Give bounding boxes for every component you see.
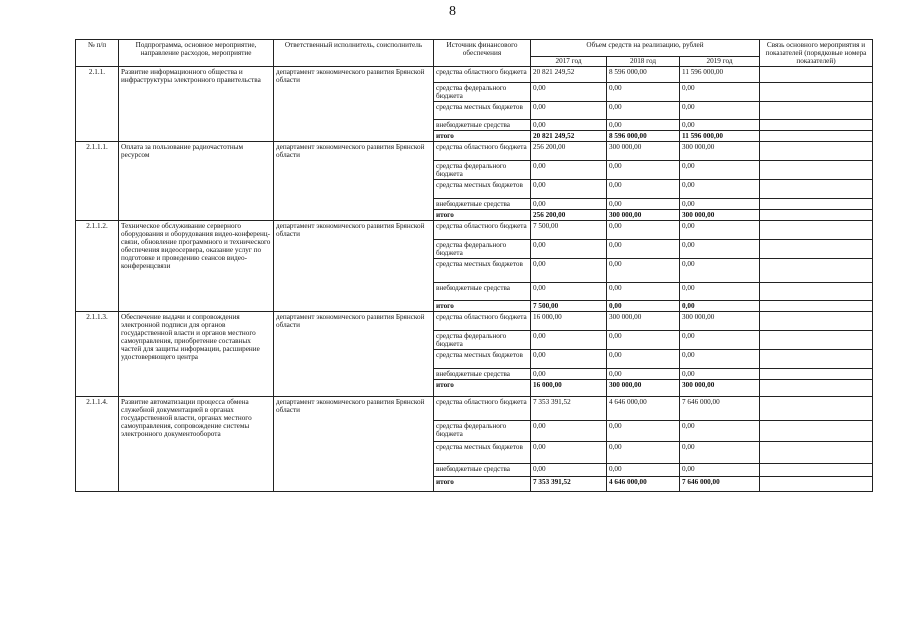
row-value-2017: 0,00 xyxy=(531,421,607,442)
row-source: средства местных бюджетов xyxy=(434,180,531,199)
row-value-2019: 0,00 xyxy=(680,283,760,301)
row-value-2017: 7 353 391,52 xyxy=(531,397,607,421)
row-value-2018: 300 000,00 xyxy=(607,312,680,331)
table-row xyxy=(76,142,873,161)
table-row xyxy=(76,221,873,240)
row-value-2018: 300 000,00 xyxy=(607,210,680,221)
row-source: средства местных бюджетов xyxy=(434,259,531,283)
row-value-2018: 0,00 xyxy=(607,259,680,283)
row-value-2017: 7 500,00 xyxy=(531,221,607,240)
row-value-2019: 0,00 xyxy=(680,161,760,180)
row-value-2018: 0,00 xyxy=(607,421,680,442)
row-value-2019: 0,00 xyxy=(680,102,760,120)
row-link-cell xyxy=(760,67,873,83)
row-value-2019: 0,00 xyxy=(680,421,760,442)
row-executor: департамент экономического развития Брянской области xyxy=(274,142,434,221)
row-value-2018: 0,00 xyxy=(607,464,680,477)
row-program-name: Развитие информационного общества и инфраструктуры электронного правительства xyxy=(119,67,274,142)
table-row xyxy=(76,312,873,331)
row-value-2019: 300 000,00 xyxy=(680,210,760,221)
row-source: итого xyxy=(434,131,531,142)
row-value-2017: 0,00 xyxy=(531,240,607,259)
row-code: 2.1.1.1. xyxy=(76,142,119,221)
header-year-2017: 2017 год xyxy=(531,57,607,67)
row-value-2018: 0,00 xyxy=(607,83,680,102)
row-value-2017: 0,00 xyxy=(531,161,607,180)
page-number: 8 xyxy=(449,4,456,19)
row-value-2017: 0,00 xyxy=(531,120,607,131)
row-value-2019: 0,00 xyxy=(680,120,760,131)
row-value-2017: 256 200,00 xyxy=(531,210,607,221)
row-link-cell xyxy=(760,369,873,380)
row-source: средства федерального бюджета xyxy=(434,331,531,350)
row-executor: департамент экономического развития Брянской области xyxy=(274,312,434,397)
row-program-name: Техническое обслуживание серверного оборудования и оборудования видео-конференц-связи, обновление программного и технического обеспечения видеосервера, оказание услуг по подготовке и проведению сеансов видео-конференцсвязи xyxy=(119,221,274,312)
row-value-2017: 0,00 xyxy=(531,350,607,369)
row-program-name: Обеспечение выдачи и сопровождения электронной подписи для органов государственной власти и органов местного самоуправления, приобретение составных частей для защиты информации, расширение удостоверяющего центра xyxy=(119,312,274,397)
row-link-cell xyxy=(760,464,873,477)
row-value-2017: 16 000,00 xyxy=(531,380,607,397)
row-link-cell xyxy=(760,350,873,369)
row-value-2018: 300 000,00 xyxy=(607,142,680,161)
row-link-cell xyxy=(760,199,873,210)
row-link-cell xyxy=(760,380,873,397)
row-value-2019: 0,00 xyxy=(680,83,760,102)
row-value-2017: 0,00 xyxy=(531,283,607,301)
row-value-2018: 0,00 xyxy=(607,102,680,120)
header-row xyxy=(76,40,873,57)
row-link-cell xyxy=(760,421,873,442)
row-source: средства местных бюджетов xyxy=(434,442,531,464)
row-value-2019: 0,00 xyxy=(680,240,760,259)
row-code: 2.1.1.2. xyxy=(76,221,119,312)
row-source: средства областного бюджета xyxy=(434,312,531,331)
row-link-cell xyxy=(760,221,873,240)
row-link-cell xyxy=(760,210,873,221)
row-value-2019: 11 596 000,00 xyxy=(680,131,760,142)
row-value-2018: 0,00 xyxy=(607,283,680,301)
row-link-cell xyxy=(760,397,873,421)
header-link: Связь основного мероприятия и показателей (порядковые номера показателей) xyxy=(760,40,873,67)
row-value-2017: 0,00 xyxy=(531,442,607,464)
row-source: средства областного бюджета xyxy=(434,397,531,421)
row-source: средства областного бюджета xyxy=(434,142,531,161)
row-program-name: Развитие автоматизации процесса обмена служебной документацией в органах государственной власти, органах местного самоуправления, сопровождение системы электронного документооборота xyxy=(119,397,274,492)
row-source: внебюджетные средства xyxy=(434,199,531,210)
row-value-2017: 7 353 391,52 xyxy=(531,477,607,492)
row-source: внебюджетные средства xyxy=(434,120,531,131)
table-row xyxy=(76,397,873,421)
row-link-cell xyxy=(760,283,873,301)
row-value-2017: 0,00 xyxy=(531,102,607,120)
row-code: 2.1.1.3. xyxy=(76,312,119,397)
row-link-cell xyxy=(760,442,873,464)
row-value-2018: 0,00 xyxy=(607,120,680,131)
row-program-name: Оплата за пользование радиочастотным ресурсом xyxy=(119,142,274,221)
header-source: Источник финансового обеспечения xyxy=(434,40,531,67)
row-value-2019: 0,00 xyxy=(680,259,760,283)
row-value-2017: 0,00 xyxy=(531,259,607,283)
row-link-cell xyxy=(760,259,873,283)
row-value-2018: 4 646 000,00 xyxy=(607,477,680,492)
row-value-2019: 0,00 xyxy=(680,442,760,464)
row-value-2019: 0,00 xyxy=(680,221,760,240)
row-link-cell xyxy=(760,83,873,102)
row-code: 2.1.1. xyxy=(76,67,119,142)
row-value-2017: 0,00 xyxy=(531,199,607,210)
row-executor: департамент экономического развития Брянской области xyxy=(274,221,434,312)
row-value-2018: 8 596 000,00 xyxy=(607,131,680,142)
row-link-cell xyxy=(760,180,873,199)
row-value-2017: 0,00 xyxy=(531,180,607,199)
header-num: № п/п xyxy=(76,40,119,67)
row-link-cell xyxy=(760,142,873,161)
header-year-2019: 2019 год xyxy=(680,57,760,67)
row-value-2018: 0,00 xyxy=(607,240,680,259)
row-link-cell xyxy=(760,102,873,120)
row-value-2017: 0,00 xyxy=(531,464,607,477)
row-value-2019: 0,00 xyxy=(680,331,760,350)
row-link-cell xyxy=(760,312,873,331)
row-link-cell xyxy=(760,131,873,142)
row-value-2018: 8 596 000,00 xyxy=(607,67,680,83)
row-value-2019: 0,00 xyxy=(680,199,760,210)
row-value-2018: 0,00 xyxy=(607,301,680,312)
row-value-2019: 0,00 xyxy=(680,464,760,477)
header-program: Подпрограмма, основное мероприятие, направление расходов, мероприятие xyxy=(119,40,274,67)
table-body xyxy=(76,67,873,492)
row-value-2018: 0,00 xyxy=(607,180,680,199)
row-value-2017: 20 821 249,52 xyxy=(531,67,607,83)
row-value-2017: 0,00 xyxy=(531,83,607,102)
header-year-2018: 2018 год xyxy=(607,57,680,67)
row-value-2019: 300 000,00 xyxy=(680,312,760,331)
row-source: средства федерального бюджета xyxy=(434,83,531,102)
row-executor: департамент экономического развития Брянской области xyxy=(274,67,434,142)
table-row xyxy=(76,67,873,83)
row-value-2018: 0,00 xyxy=(607,199,680,210)
row-value-2017: 16 000,00 xyxy=(531,312,607,331)
row-source: итого xyxy=(434,210,531,221)
row-code: 2.1.1.4. xyxy=(76,397,119,492)
row-value-2019: 11 596 000,00 xyxy=(680,67,760,83)
row-link-cell xyxy=(760,301,873,312)
row-source: итого xyxy=(434,301,531,312)
row-value-2018: 0,00 xyxy=(607,331,680,350)
row-value-2018: 0,00 xyxy=(607,350,680,369)
row-value-2018: 4 646 000,00 xyxy=(607,397,680,421)
row-source: средства местных бюджетов xyxy=(434,350,531,369)
budget-table xyxy=(75,39,873,492)
row-value-2018: 300 000,00 xyxy=(607,380,680,397)
row-value-2019: 300 000,00 xyxy=(680,380,760,397)
row-value-2017: 20 821 249,52 xyxy=(531,131,607,142)
row-link-cell xyxy=(760,331,873,350)
row-executor: департамент экономического развития Брянской области xyxy=(274,397,434,492)
row-source: средства областного бюджета xyxy=(434,221,531,240)
row-value-2018: 0,00 xyxy=(607,161,680,180)
row-value-2017: 0,00 xyxy=(531,369,607,380)
row-value-2017: 0,00 xyxy=(531,331,607,350)
row-value-2019: 7 646 000,00 xyxy=(680,477,760,492)
row-source: средства федерального бюджета xyxy=(434,161,531,180)
row-value-2019: 300 000,00 xyxy=(680,142,760,161)
row-source: итого xyxy=(434,477,531,492)
row-source: средства местных бюджетов xyxy=(434,102,531,120)
row-value-2019: 0,00 xyxy=(680,180,760,199)
row-value-2019: 0,00 xyxy=(680,350,760,369)
row-source: внебюджетные средства xyxy=(434,369,531,380)
row-value-2018: 0,00 xyxy=(607,221,680,240)
row-value-2019: 0,00 xyxy=(680,301,760,312)
row-source: внебюджетные средства xyxy=(434,464,531,477)
row-source: итого xyxy=(434,380,531,397)
header-volume: Объем средств на реализацию, рублей xyxy=(531,40,760,57)
row-link-cell xyxy=(760,477,873,492)
row-value-2017: 256 200,00 xyxy=(531,142,607,161)
row-source: средства областного бюджета xyxy=(434,67,531,83)
row-value-2018: 0,00 xyxy=(607,369,680,380)
row-value-2019: 7 646 000,00 xyxy=(680,397,760,421)
row-link-cell xyxy=(760,120,873,131)
row-link-cell xyxy=(760,161,873,180)
header-executor: Ответственный исполнитель, соисполнитель xyxy=(274,40,434,67)
row-value-2017: 7 500,00 xyxy=(531,301,607,312)
row-source: средства федерального бюджета xyxy=(434,421,531,442)
row-value-2018: 0,00 xyxy=(607,442,680,464)
row-source: средства федерального бюджета xyxy=(434,240,531,259)
row-source: внебюджетные средства xyxy=(434,283,531,301)
row-link-cell xyxy=(760,240,873,259)
row-value-2019: 0,00 xyxy=(680,369,760,380)
